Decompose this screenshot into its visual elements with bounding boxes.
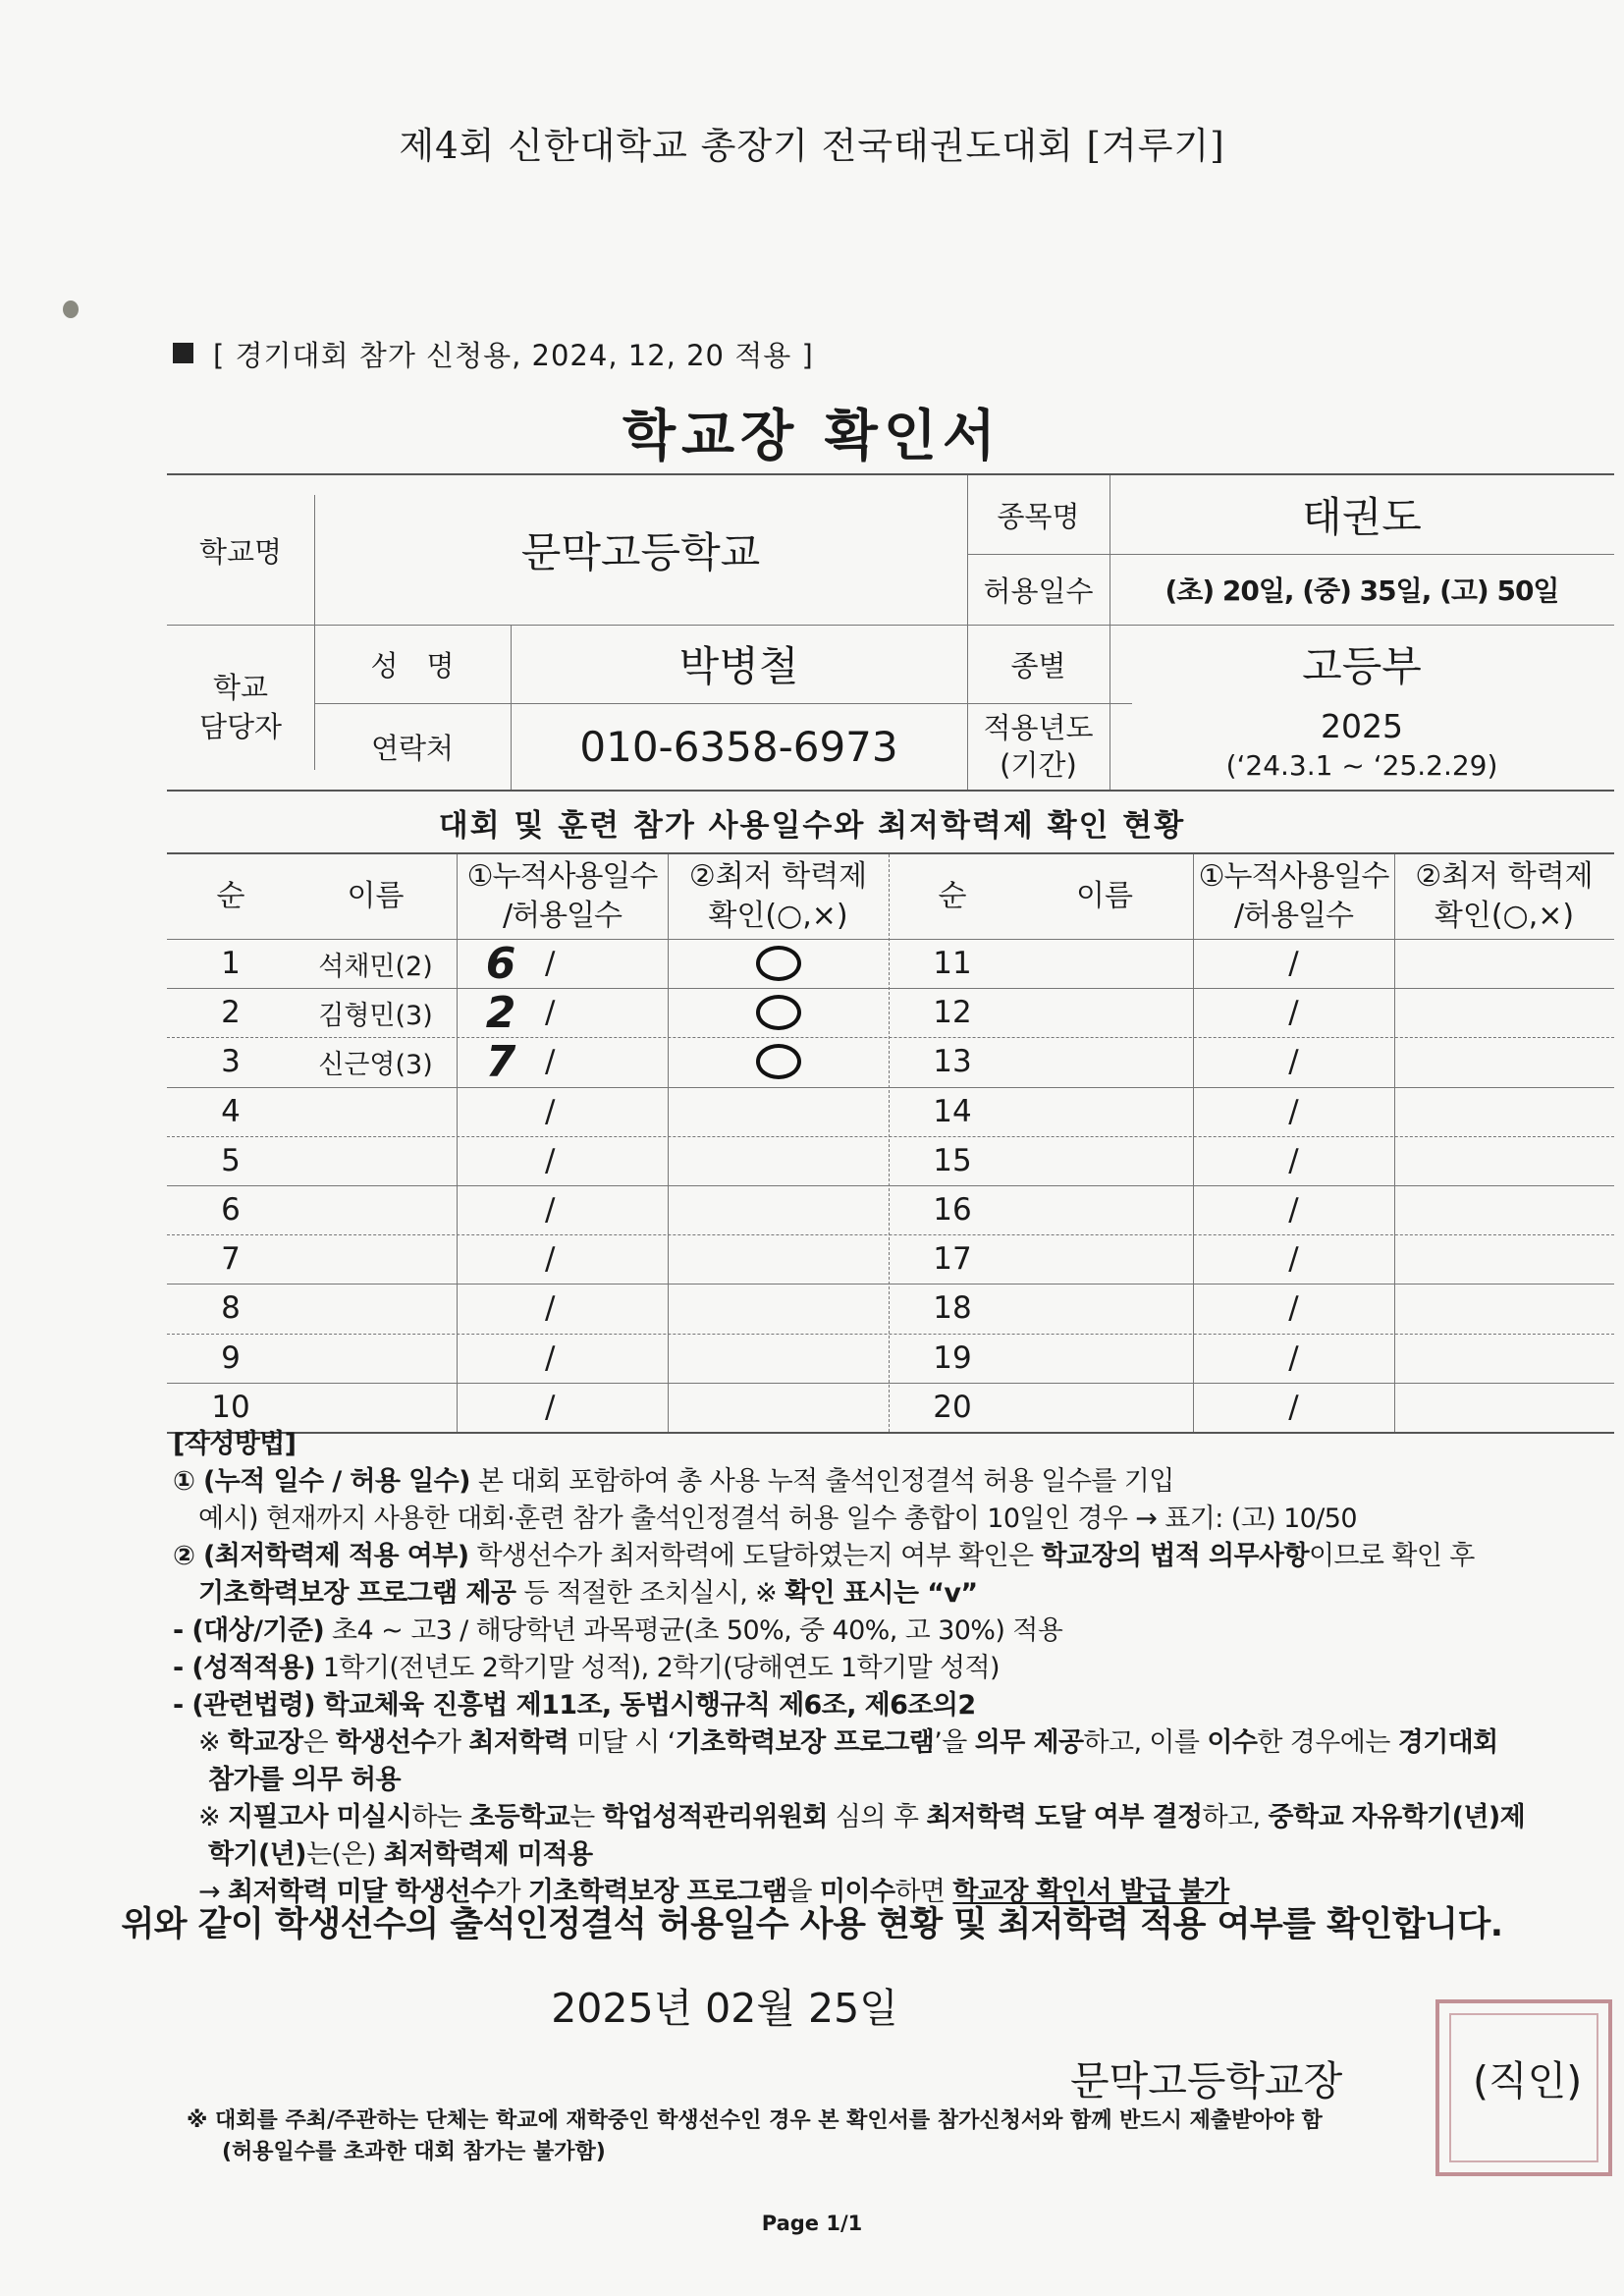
- student-name: [1016, 1136, 1193, 1185]
- instr-l8e: 가: [435, 1727, 469, 1758]
- student-name: [1016, 1234, 1193, 1284]
- header-days-left: [457, 854, 668, 939]
- instr-l8b: 학교장: [228, 1727, 303, 1758]
- student-name: [1016, 1087, 1193, 1136]
- used-days-cell: [457, 1383, 668, 1432]
- document-title: 학교장 확인서: [622, 405, 1002, 468]
- handwritten-circle-mark: [756, 946, 801, 981]
- instr-l12h: 학교장 확인서 발급 불가: [952, 1877, 1229, 1907]
- instr-l1a: ① (누적 일수 / 허용 일수): [173, 1466, 470, 1497]
- footnote-line1: ※ 대회를 주최/주관하는 단체는 학교에 재학중인 학생선수인 경우 본 확인서를 참가신청서와 함께 반드시 제출받아야 함: [187, 2108, 1323, 2133]
- row-number: 17: [933, 1241, 972, 1278]
- contact-label: 연락처: [370, 731, 455, 765]
- used-days-cell: [457, 988, 668, 1037]
- instr-l10f: 학업성적관리위원회: [602, 1802, 828, 1832]
- min-academic-check-cell: [1394, 988, 1614, 1037]
- row-number: 3: [221, 1044, 241, 1080]
- event-title: 제4회 신한대학교 총장기 전국태권도대회 [겨루기]: [399, 125, 1225, 167]
- instr-l11b: 는(은): [305, 1839, 384, 1870]
- student-name: [1016, 1037, 1193, 1086]
- slash-separator: /: [545, 1192, 556, 1229]
- used-days-cell: [457, 1334, 668, 1383]
- row-number: 20: [933, 1389, 972, 1425]
- used-days-cell: [457, 939, 668, 988]
- instr-l4c: 확인 표시: [785, 1578, 893, 1609]
- header-name-left: 이름: [347, 879, 405, 913]
- apply-year-label-line2: (기간): [1000, 748, 1077, 782]
- min-academic-check-cell: [668, 1334, 889, 1383]
- student-name: [295, 1185, 457, 1234]
- notice-text: [ 경기대회 참가 신청용, 2024, 12, 20 적용 ]: [213, 339, 814, 372]
- instr-l11a: 학기(년): [208, 1839, 306, 1870]
- instr-l10a: ※: [198, 1802, 229, 1832]
- seal-label: (직인): [1473, 2057, 1583, 2105]
- apply-period: (‘24.3.1 ~ ‘25.2.29): [1225, 749, 1498, 782]
- student-name: [295, 1234, 457, 1284]
- manager-name-value: 박병철: [678, 642, 799, 690]
- header-min-right-line2: 확인(○,×): [1434, 899, 1575, 933]
- issue-date: 2025년 02월 25일: [551, 1985, 898, 2032]
- used-days-cell: /: [1288, 1290, 1299, 1327]
- apply-year-label: [967, 703, 1110, 790]
- student-name: 석채민(2): [318, 951, 433, 982]
- sport-value: 태권도: [1302, 493, 1422, 541]
- instr-l1b: 본 대회 포함하여 총 사용 누적 출석인정결석 허용 일수를 기입: [469, 1466, 1174, 1497]
- manager-label-line1: 학교: [212, 671, 269, 704]
- used-days-value: 2: [485, 987, 516, 1038]
- instr-l10c: 하는: [411, 1802, 470, 1832]
- student-name: [1016, 1185, 1193, 1234]
- header-min-left: [668, 854, 889, 939]
- used-days-cell: /: [1288, 1389, 1299, 1425]
- instructions: [173, 1426, 1587, 1911]
- square-bullet-icon: [173, 343, 193, 363]
- instr-l10j: 중학교 자유학기(년)제: [1268, 1802, 1526, 1832]
- slash-separator: /: [545, 1044, 556, 1080]
- min-academic-check-cell: [1394, 1037, 1614, 1086]
- school-name-value: 문막고등학교: [520, 528, 761, 576]
- header-min-right: [1394, 854, 1614, 939]
- slash-separator: /: [545, 1241, 556, 1278]
- min-academic-check-cell: [668, 1087, 889, 1136]
- instr-l8i: ’을: [934, 1727, 975, 1758]
- header-no-right: 순: [938, 879, 967, 913]
- row-number: 6: [221, 1192, 241, 1229]
- school-info-box: [167, 473, 1614, 792]
- student-table: [167, 852, 1614, 1434]
- min-academic-check-cell: [668, 988, 889, 1037]
- sport-label: 종목명: [997, 499, 1080, 533]
- row-number: 13: [933, 1044, 972, 1080]
- instr-l8m: 한 경우에는: [1257, 1727, 1398, 1758]
- student-name: 신근영(3): [318, 1049, 433, 1080]
- used-days-cell: /: [1288, 1044, 1299, 1080]
- handwritten-circle-mark: [756, 1044, 801, 1079]
- slash-separator: /: [545, 946, 556, 982]
- student-name: [295, 1087, 457, 1136]
- row-number: 5: [221, 1142, 241, 1178]
- instructions-heading: [작성방법]: [173, 1429, 297, 1459]
- student-name: [295, 1383, 457, 1432]
- manager-name-label: 성 명: [370, 648, 455, 683]
- instr-l12f: 미이수: [820, 1877, 895, 1907]
- student-name: [295, 1136, 457, 1185]
- instr-l8c: 은: [302, 1727, 336, 1758]
- student-name: [1016, 939, 1193, 988]
- header-min-left-line1: ②최저 학력제: [688, 859, 868, 894]
- header-min-left-line2: 확인(○,×): [708, 899, 848, 933]
- header-days-right: [1193, 854, 1394, 939]
- instr-l8g: 미달 시 ‘: [568, 1727, 676, 1758]
- instr-l12d: 기초학력보장 프로그램: [527, 1877, 787, 1907]
- used-days-cell: /: [1288, 946, 1299, 982]
- student-name: [295, 1284, 457, 1333]
- handwritten-circle-mark: [756, 995, 801, 1030]
- contact-value: 010-6358-6973: [579, 722, 898, 771]
- manager-label: [167, 625, 314, 790]
- instr-l4a: 기초학력보장 프로그램 제공: [198, 1578, 516, 1609]
- division-value: 고등부: [1302, 642, 1422, 690]
- row-number: 10: [211, 1389, 250, 1425]
- allowed-days-value: (초) 20일, (중) 35일, (고) 50일: [1164, 574, 1559, 607]
- used-days-cell: [457, 1037, 668, 1086]
- used-days-value: 6: [485, 938, 516, 989]
- min-academic-check-cell: [1394, 939, 1614, 988]
- min-academic-check-cell: [1394, 1185, 1614, 1234]
- instr-l8l: 이수: [1207, 1727, 1258, 1758]
- min-academic-check-cell: [1394, 1136, 1614, 1185]
- instr-l3a: ② (최저학력제 적용 여부): [173, 1541, 469, 1571]
- student-name: [1016, 1334, 1193, 1383]
- instr-l12b: 최저학력 미달 학생선수: [228, 1877, 496, 1907]
- min-academic-check-cell: [668, 1284, 889, 1333]
- slash-separator: /: [545, 1093, 556, 1129]
- row-number: 15: [933, 1142, 972, 1178]
- used-days-value: 7: [485, 1036, 516, 1087]
- min-academic-check-cell: [1394, 1383, 1614, 1432]
- used-days-cell: /: [1288, 1192, 1299, 1229]
- instr-l10b: 지필고사 미실시: [228, 1802, 412, 1832]
- used-days-cell: [457, 1087, 668, 1136]
- school-name-label: 학교명: [198, 534, 283, 569]
- instr-l8j: 의무 제공: [974, 1727, 1084, 1758]
- student-name: [295, 1334, 457, 1383]
- row-number: 4: [221, 1093, 241, 1129]
- min-academic-check-cell: [668, 1037, 889, 1086]
- used-days-cell: [457, 1185, 668, 1234]
- instr-l6a: - (성적적용): [173, 1653, 315, 1683]
- used-days-cell: /: [1288, 1142, 1299, 1178]
- row-number: 2: [221, 995, 241, 1031]
- instr-l3c: 학교장의 법적 의무사항: [1041, 1541, 1309, 1571]
- header-days-left-line1: ①누적사용일수: [466, 859, 658, 894]
- instr-l10h: 최저학력 도달 여부 결정: [926, 1802, 1203, 1832]
- confirmation-statement: 위와 같이 학생선수의 출석인정결석 허용일수 사용 현황 및 최저학력 적용 여부를 확인합니다.: [121, 1905, 1503, 1944]
- row-number: 7: [221, 1241, 241, 1278]
- row-number: 12: [933, 995, 972, 1031]
- row-number: 16: [933, 1192, 972, 1229]
- student-name: [1016, 988, 1193, 1037]
- used-days-cell: [457, 1234, 668, 1284]
- header-days-right-line2: /허용일수: [1233, 899, 1354, 933]
- header-no-left: 순: [216, 879, 245, 913]
- instr-l9: 참가를 의무 허용: [208, 1765, 401, 1795]
- instr-l11c: 최저학력제 미적용: [383, 1839, 593, 1870]
- instr-l7: - (관련법령) 학교체육 진흥법 제11조, 동법시행규칙 제6조, 제6조의2: [173, 1690, 976, 1721]
- manager-label-line2: 담당자: [198, 710, 283, 743]
- slash-separator: /: [545, 1290, 556, 1327]
- min-academic-check-cell: [1394, 1284, 1614, 1333]
- footnote-line2: (허용일수를 초과한 대회 참가는 불가함): [222, 2140, 606, 2164]
- used-days-cell: [457, 1136, 668, 1185]
- instr-l10g: 심의 후: [827, 1802, 927, 1832]
- instr-l8f: 최저학력: [468, 1727, 569, 1758]
- instr-l5b: 초4 ~ 고3 / 해당학년 과목평균(초 50%, 중 40%, 고 30%) 적용: [324, 1615, 1063, 1646]
- instr-l8k: 하고, 이를: [1083, 1727, 1208, 1758]
- used-days-cell: /: [1288, 995, 1299, 1031]
- row-number: 19: [933, 1339, 972, 1376]
- instr-l6b: 1학기(전년도 2학기말 성적), 2학기(당해연도 1학기말 성적): [314, 1653, 1000, 1683]
- instr-l8n: 경기대회: [1397, 1727, 1498, 1758]
- section-title: 대회 및 훈련 참가 사용일수와 최저학력제 확인 현황: [438, 808, 1186, 844]
- instr-l12a: →: [198, 1877, 229, 1907]
- header-days-right-line1: ①누적사용일수: [1198, 859, 1389, 894]
- used-days-cell: /: [1288, 1241, 1299, 1278]
- used-days-cell: [457, 1284, 668, 1333]
- student-name: [1016, 1383, 1193, 1432]
- min-academic-check-cell: [668, 1234, 889, 1284]
- min-academic-check-cell: [668, 1383, 889, 1432]
- instr-l12g: 하면: [894, 1877, 953, 1907]
- student-name: [1016, 1284, 1193, 1333]
- instr-l10i: 하고,: [1202, 1802, 1269, 1832]
- header-name-right: 이름: [1076, 879, 1133, 913]
- instr-l10e: 는: [569, 1802, 603, 1832]
- row-number: 18: [933, 1290, 972, 1327]
- instr-l3d: 이므로 확인 후: [1308, 1541, 1475, 1571]
- instr-l5a: - (대상/기준): [173, 1615, 325, 1646]
- slash-separator: /: [545, 1389, 556, 1425]
- notice-line: [173, 334, 814, 374]
- apply-year-value: [1110, 703, 1614, 790]
- apply-year-label-line1: 적용년도: [983, 711, 1094, 744]
- instr-example: 예시) 현재까지 사용한 대회·훈련 참가 출석인정결석 허용 일수 총합이 10일인 경우 → 표기: (고) 10/50: [198, 1503, 1357, 1534]
- row-number: 9: [221, 1339, 241, 1376]
- row-number: 1: [221, 946, 241, 982]
- min-academic-check-cell: [668, 939, 889, 988]
- min-academic-check-cell: [668, 1136, 889, 1185]
- scan-smudge: [63, 301, 79, 318]
- header-days-left-line2: /허용일수: [502, 899, 623, 933]
- row-number: 11: [933, 946, 972, 982]
- student-name: 김형민(3): [318, 1000, 433, 1031]
- principal-title: 문막고등학교장: [1070, 2057, 1343, 2105]
- page-number: Page 1/1: [761, 2212, 863, 2235]
- used-days-cell: /: [1288, 1339, 1299, 1376]
- used-days-cell: /: [1288, 1093, 1299, 1129]
- header-min-right-line1: ②최저 학력제: [1415, 859, 1594, 894]
- instr-l12c: 가: [495, 1877, 528, 1907]
- instr-l4b: 등 적절한 조치실시, ※: [515, 1578, 785, 1609]
- division-label: 종별: [1010, 648, 1066, 683]
- min-academic-check-cell: [1394, 1334, 1614, 1383]
- instr-l8d: 학생선수: [335, 1727, 436, 1758]
- slash-separator: /: [545, 1339, 556, 1376]
- row-number: 14: [933, 1093, 972, 1129]
- min-academic-check-cell: [668, 1185, 889, 1234]
- allowed-days-label: 허용일수: [983, 574, 1094, 608]
- instr-l8a: ※: [198, 1727, 229, 1758]
- min-academic-check-cell: [1394, 1234, 1614, 1284]
- instr-l12e: 을: [786, 1877, 820, 1907]
- apply-year: 2025: [1321, 707, 1403, 745]
- slash-separator: /: [545, 1142, 556, 1178]
- footnote: [187, 2105, 1581, 2168]
- instr-l3b: 학생선수가 최저학력에 도달하였는지 여부 확인은: [468, 1541, 1042, 1571]
- slash-separator: /: [545, 995, 556, 1031]
- row-number: 8: [221, 1290, 241, 1327]
- min-academic-check-cell: [1394, 1087, 1614, 1136]
- instr-l10d: 초등학교: [469, 1802, 570, 1832]
- instr-l4d: 는 “v”: [893, 1578, 978, 1609]
- instr-l8h: 기초학력보장 프로그램: [675, 1727, 935, 1758]
